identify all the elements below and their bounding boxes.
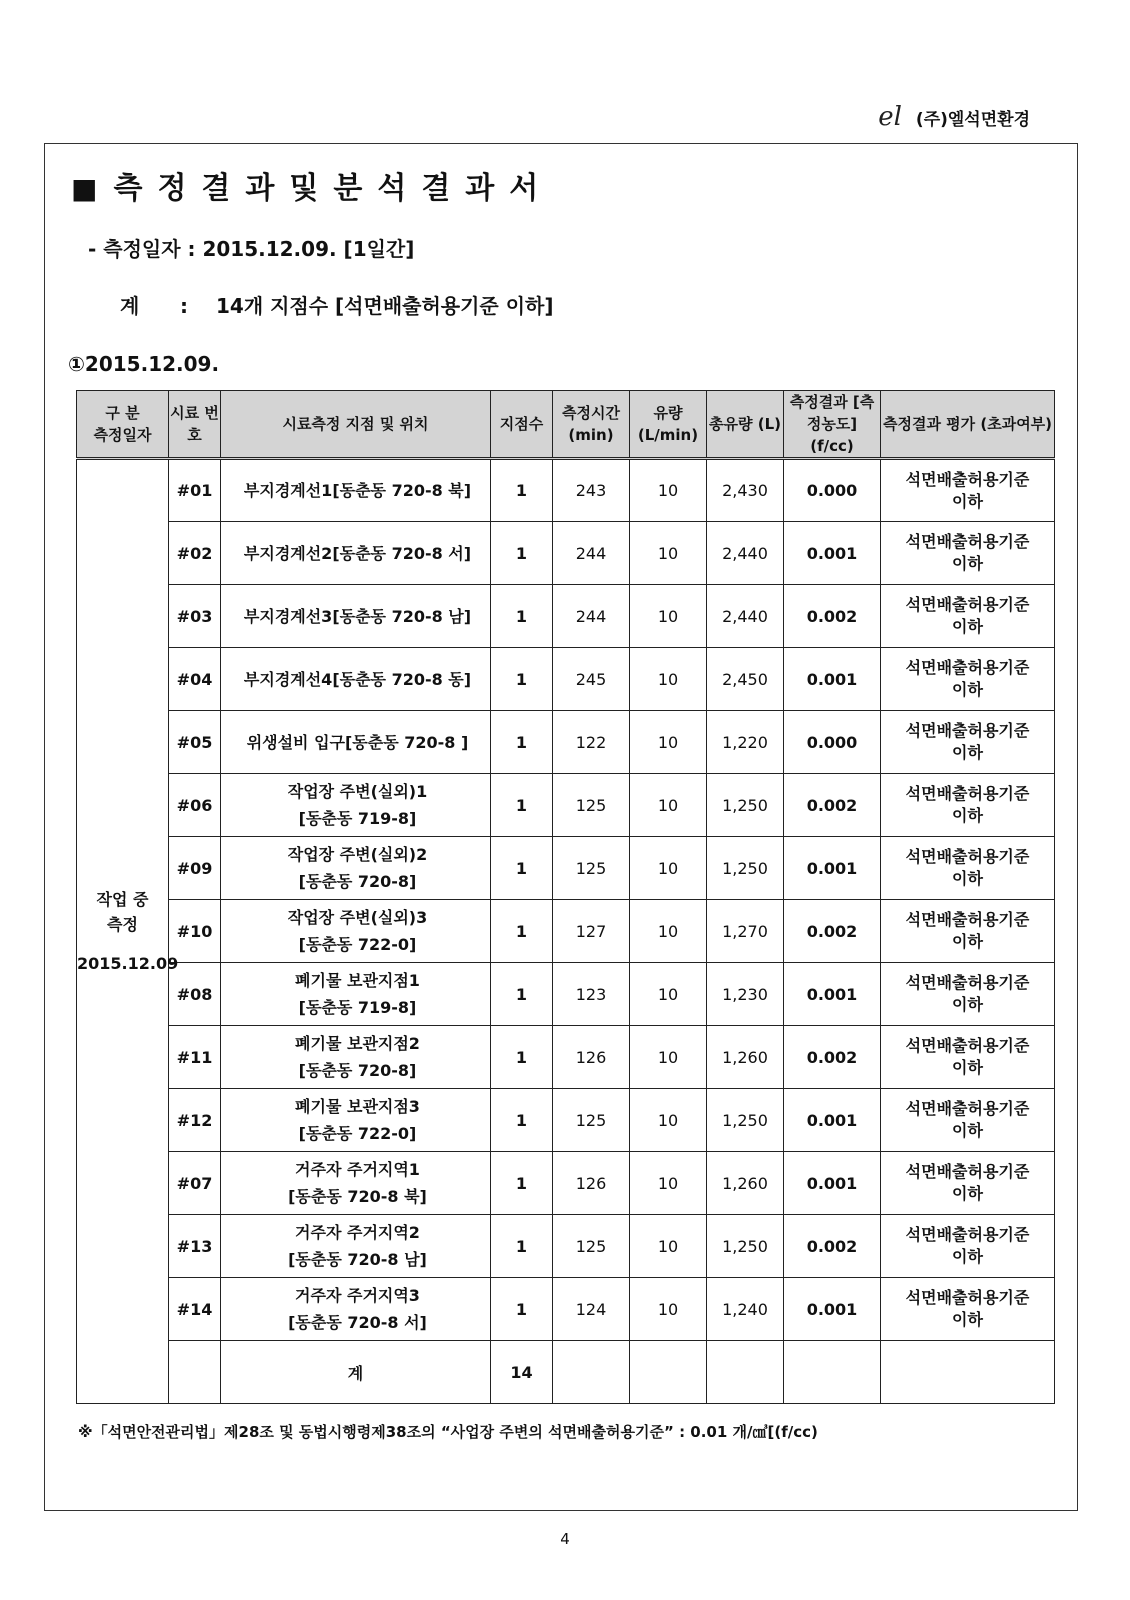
total-label: 계 xyxy=(221,1341,491,1404)
flow-cell: 10 xyxy=(630,1089,707,1152)
time-cell: 124 xyxy=(553,1278,630,1341)
section-label: ①2015.12.09. xyxy=(68,352,220,376)
evaluation-eval1: 석면배출허용기준 xyxy=(905,595,1030,614)
header-result: 측정결과 [측정농도] (f/cc) xyxy=(784,391,881,459)
total-summary-line xyxy=(120,290,553,319)
location-cell xyxy=(221,459,491,522)
total-eval-cell xyxy=(881,1341,1055,1404)
sample-no-cell: #07 xyxy=(169,1152,221,1215)
total-flow-cell: 1,250 xyxy=(707,1089,784,1152)
flow-cell: 10 xyxy=(630,1026,707,1089)
total-flow-cell: 2,440 xyxy=(707,522,784,585)
total-totalflow-cell xyxy=(707,1341,784,1404)
location-cell xyxy=(221,774,491,837)
results-table xyxy=(76,390,1055,1404)
location-line2: [동춘동 720-8 서] xyxy=(288,1313,427,1332)
result-cell: 0.001 xyxy=(784,1278,881,1341)
table-row xyxy=(77,837,1055,900)
evaluation-eval2: 이하 xyxy=(952,806,983,825)
evaluation-eval1: 석면배출허용기준 xyxy=(905,469,1030,489)
total-flow-cell: 1,270 xyxy=(707,900,784,963)
evaluation-eval1: 석면배출허용기준 xyxy=(905,1162,1030,1181)
location-line1: 부지경계선4[동춘동 720-8 동] xyxy=(243,669,472,689)
flow-cell: 10 xyxy=(630,648,707,711)
table-row xyxy=(77,1278,1055,1341)
evaluation-eval2: 이하 xyxy=(952,617,983,636)
total-flow-cell: 1,240 xyxy=(707,1278,784,1341)
header-evaluation: 측정결과 평가 (초과여부) xyxy=(881,391,1055,459)
header-total-flow: 총유량 (L) xyxy=(707,391,784,459)
evaluation-cell xyxy=(881,522,1055,585)
points-cell: 1 xyxy=(491,1089,553,1152)
points-cell: 1 xyxy=(491,711,553,774)
table-row xyxy=(77,459,1055,522)
flow-cell: 10 xyxy=(630,900,707,963)
result-cell: 0.002 xyxy=(784,1026,881,1089)
group-line2: 측정 xyxy=(107,915,138,934)
location-line1: 거주자 주거지역3 xyxy=(295,1286,420,1305)
points-cell: 1 xyxy=(491,774,553,837)
total-flow-cell: 1,260 xyxy=(707,1152,784,1215)
location-cell xyxy=(221,1152,491,1215)
flow-cell: 10 xyxy=(630,1215,707,1278)
location-line2: [동춘동 720-8] xyxy=(298,1061,417,1080)
table-header-row xyxy=(77,391,1055,459)
result-cell: 0.002 xyxy=(784,900,881,963)
header-category xyxy=(77,391,169,459)
total-row xyxy=(77,1341,1055,1404)
evaluation-eval2: 이하 xyxy=(952,491,983,511)
header-points: 지점수 xyxy=(491,391,553,459)
total-summary-text: 14개 지점수 [석면배출허용기준 이하] xyxy=(216,294,554,318)
total-no-cell xyxy=(169,1341,221,1404)
evaluation-eval2: 이하 xyxy=(952,743,983,762)
evaluation-eval1: 석면배출허용기준 xyxy=(905,532,1030,551)
header-location: 시료측정 지점 및 위치 xyxy=(221,391,491,459)
header-time: 측정시간 (min) xyxy=(553,391,630,459)
time-cell: 126 xyxy=(553,1152,630,1215)
location-line1: 작업장 주변(실외)1 xyxy=(287,782,428,801)
evaluation-eval1: 석면배출허용기준 xyxy=(905,784,1030,803)
location-cell xyxy=(221,900,491,963)
time-cell: 245 xyxy=(553,648,630,711)
flow-cell: 10 xyxy=(630,711,707,774)
sample-no-cell: #02 xyxy=(169,522,221,585)
title-square-icon: ■ xyxy=(71,172,98,205)
result-cell: 0.002 xyxy=(784,774,881,837)
evaluation-cell xyxy=(881,1089,1055,1152)
evaluation-cell xyxy=(881,837,1055,900)
group-date: 2015.12.09 xyxy=(77,954,179,973)
evaluation-eval1: 석면배출허용기준 xyxy=(905,1225,1030,1244)
location-line1: 부지경계선1[동춘동 720-8 북] xyxy=(243,481,472,500)
points-cell: 1 xyxy=(491,585,553,648)
total-flow-cell: 1,250 xyxy=(707,774,784,837)
time-cell: 123 xyxy=(553,963,630,1026)
flow-cell: 10 xyxy=(630,837,707,900)
company-header xyxy=(878,104,1030,130)
evaluation-eval1: 석면배출허용기준 xyxy=(905,721,1030,740)
sample-no-cell: #05 xyxy=(169,711,221,774)
result-cell: 0.001 xyxy=(784,648,881,711)
time-cell: 244 xyxy=(553,522,630,585)
evaluation-eval2: 이하 xyxy=(952,1058,983,1077)
location-line2: [동춘동 720-8 남] xyxy=(288,1250,427,1269)
location-line1: 작업장 주변(실외)2 xyxy=(287,845,428,864)
location-cell xyxy=(221,711,491,774)
evaluation-cell xyxy=(881,648,1055,711)
flow-cell: 10 xyxy=(630,1278,707,1341)
total-flow-cell: 1,250 xyxy=(707,1215,784,1278)
table-row xyxy=(77,1026,1055,1089)
table-body xyxy=(77,459,1055,1404)
location-cell xyxy=(221,1278,491,1341)
total-result-cell xyxy=(784,1341,881,1404)
table-row xyxy=(77,963,1055,1026)
result-cell: 0.001 xyxy=(784,522,881,585)
evaluation-eval1: 석면배출허용기준 xyxy=(905,847,1030,866)
table-row xyxy=(77,900,1055,963)
location-line1: 폐기물 보관지점2 xyxy=(295,1034,420,1053)
sample-no-cell: #11 xyxy=(169,1026,221,1089)
location-line1: 작업장 주변(실외)3 xyxy=(287,908,428,927)
table-row xyxy=(77,648,1055,711)
result-cell: 0.001 xyxy=(784,837,881,900)
document-title xyxy=(71,163,553,207)
location-line2: [동춘동 719-8] xyxy=(298,809,417,828)
evaluation-cell xyxy=(881,1152,1055,1215)
points-cell: 1 xyxy=(491,1278,553,1341)
result-cell: 0.000 xyxy=(784,711,881,774)
evaluation-cell xyxy=(881,711,1055,774)
points-cell: 1 xyxy=(491,459,553,522)
time-cell: 125 xyxy=(553,837,630,900)
points-cell: 1 xyxy=(491,900,553,963)
evaluation-cell xyxy=(881,1215,1055,1278)
location-line2: [동춘동 722-0] xyxy=(298,935,417,954)
location-cell xyxy=(221,837,491,900)
evaluation-cell xyxy=(881,900,1055,963)
location-line1: 부지경계선2[동춘동 720-8 서] xyxy=(243,543,472,563)
sample-no-cell: #09 xyxy=(169,837,221,900)
evaluation-eval2: 이하 xyxy=(952,1121,983,1140)
company-logo-icon: el xyxy=(878,102,902,132)
table-row xyxy=(77,711,1055,774)
location-line2: [동춘동 719-8] xyxy=(298,998,417,1017)
evaluation-cell xyxy=(881,774,1055,837)
group-cell xyxy=(77,459,179,1404)
location-line1: 거주자 주거지역2 xyxy=(295,1223,420,1242)
sample-no-cell: #08 xyxy=(169,963,221,1026)
location-line1: 폐기물 보관지점3 xyxy=(295,1097,420,1116)
evaluation-eval2: 이하 xyxy=(952,1247,983,1266)
time-cell: 125 xyxy=(553,1215,630,1278)
time-cell: 125 xyxy=(553,774,630,837)
result-cell: 0.001 xyxy=(784,1152,881,1215)
total-flow-cell: 2,430 xyxy=(707,459,784,522)
location-line1: 폐기물 보관지점1 xyxy=(295,971,420,990)
location-line1: 거주자 주거지역1 xyxy=(295,1160,420,1179)
evaluation-cell xyxy=(881,963,1055,1026)
points-cell: 1 xyxy=(491,963,553,1026)
evaluation-eval1: 석면배출허용기준 xyxy=(905,1288,1030,1307)
title-text: 측정결과및분석결과서 xyxy=(113,171,554,206)
result-cell: 0.001 xyxy=(784,1089,881,1152)
time-cell: 122 xyxy=(553,711,630,774)
evaluation-eval1: 석면배출허용기준 xyxy=(905,910,1030,929)
evaluation-eval2: 이하 xyxy=(952,680,983,699)
sample-no-cell: #04 xyxy=(169,648,221,711)
sample-no-cell: #13 xyxy=(169,1215,221,1278)
points-cell: 1 xyxy=(491,648,553,711)
flow-cell: 10 xyxy=(630,774,707,837)
location-line2: [동춘동 722-0] xyxy=(298,1124,417,1143)
evaluation-eval2: 이하 xyxy=(952,995,983,1014)
flow-cell: 10 xyxy=(630,522,707,585)
evaluation-eval2: 이하 xyxy=(952,869,983,888)
header-flow: 유량 (L/min) xyxy=(630,391,707,459)
location-cell xyxy=(221,522,491,585)
evaluation-cell xyxy=(881,1026,1055,1089)
sample-no-cell: #14 xyxy=(169,1278,221,1341)
table-row xyxy=(77,522,1055,585)
table-row xyxy=(77,585,1055,648)
result-cell: 0.000 xyxy=(784,459,881,522)
flow-cell: 10 xyxy=(630,963,707,1026)
total-flow-cell: 1,220 xyxy=(707,711,784,774)
measurement-date-line: - 측정일자 : 2015.12.09. [1일간] xyxy=(88,237,415,261)
total-time-cell xyxy=(553,1341,630,1404)
points-cell: 1 xyxy=(491,1026,553,1089)
evaluation-eval2: 이하 xyxy=(952,932,983,951)
total-flow-cell: 1,230 xyxy=(707,963,784,1026)
table-row xyxy=(77,1089,1055,1152)
evaluation-eval2: 이하 xyxy=(952,1310,983,1329)
flow-cell: 10 xyxy=(630,459,707,522)
company-name: (주)엘석면환경 xyxy=(915,110,1030,130)
location-cell xyxy=(221,1215,491,1278)
total-flow-cell: 1,250 xyxy=(707,837,784,900)
total-flow-cell: 2,450 xyxy=(707,648,784,711)
evaluation-eval1: 석면배출허용기준 xyxy=(905,973,1030,992)
header-category-bottom: 측정일자 xyxy=(93,426,152,444)
sample-no-cell: #12 xyxy=(169,1089,221,1152)
location-line2: [동춘동 720-8 북] xyxy=(288,1187,427,1206)
sample-no-cell: #10 xyxy=(169,900,221,963)
location-line2: [동춘동 720-8] xyxy=(298,872,417,891)
evaluation-eval1: 석면배출허용기준 xyxy=(905,658,1030,677)
page-number: 4 xyxy=(560,1530,570,1548)
flow-cell: 10 xyxy=(630,585,707,648)
total-flow-cell: 1,260 xyxy=(707,1026,784,1089)
result-cell: 0.002 xyxy=(784,585,881,648)
location-cell xyxy=(221,1089,491,1152)
points-cell: 1 xyxy=(491,837,553,900)
time-cell: 244 xyxy=(553,585,630,648)
time-cell: 243 xyxy=(553,459,630,522)
total-flow-cell: 2,440 xyxy=(707,585,784,648)
group-line1: 작업 중 xyxy=(96,890,149,909)
table-row xyxy=(77,1215,1055,1278)
points-cell: 1 xyxy=(491,1215,553,1278)
flow-cell: 10 xyxy=(630,1152,707,1215)
total-summary-colon: : xyxy=(180,294,188,318)
evaluation-eval2: 이하 xyxy=(952,1184,983,1203)
sample-no-cell: #03 xyxy=(169,585,221,648)
evaluation-eval1: 석면배출허용기준 xyxy=(905,1099,1030,1118)
location-cell xyxy=(221,648,491,711)
time-cell: 126 xyxy=(553,1026,630,1089)
evaluation-cell xyxy=(881,1278,1055,1341)
location-line1: 위생설비 입구[동춘동 720-8 ] xyxy=(246,732,469,752)
evaluation-eval2: 이하 xyxy=(952,554,983,573)
sample-no-cell: #06 xyxy=(169,774,221,837)
result-cell: 0.002 xyxy=(784,1215,881,1278)
table-row xyxy=(77,774,1055,837)
total-points: 14 xyxy=(491,1341,553,1404)
points-cell: 1 xyxy=(491,522,553,585)
sample-no-cell: #01 xyxy=(169,459,221,522)
total-summary-label: 계 xyxy=(120,294,140,318)
evaluation-cell xyxy=(881,585,1055,648)
location-cell xyxy=(221,1026,491,1089)
time-cell: 125 xyxy=(553,1089,630,1152)
location-line1: 부지경계선3[동춘동 720-8 남] xyxy=(243,606,472,626)
result-cell: 0.001 xyxy=(784,963,881,1026)
location-cell xyxy=(221,585,491,648)
points-cell: 1 xyxy=(491,1152,553,1215)
footnote: ※「석면안전관리법」제28조 및 동법시행령제38조의 “사업장 주변의 석면배출허용기준” : 0.01 개/㎤[(f/cc) xyxy=(78,1423,818,1441)
total-flow-cell xyxy=(630,1341,707,1404)
location-cell xyxy=(221,963,491,1026)
header-sample-no: 시료 번호 xyxy=(169,391,221,459)
evaluation-cell xyxy=(881,459,1055,522)
table-row xyxy=(77,1152,1055,1215)
evaluation-eval1: 석면배출허용기준 xyxy=(905,1036,1030,1055)
time-cell: 127 xyxy=(553,900,630,963)
header-category-top: 구 분 xyxy=(105,404,140,422)
